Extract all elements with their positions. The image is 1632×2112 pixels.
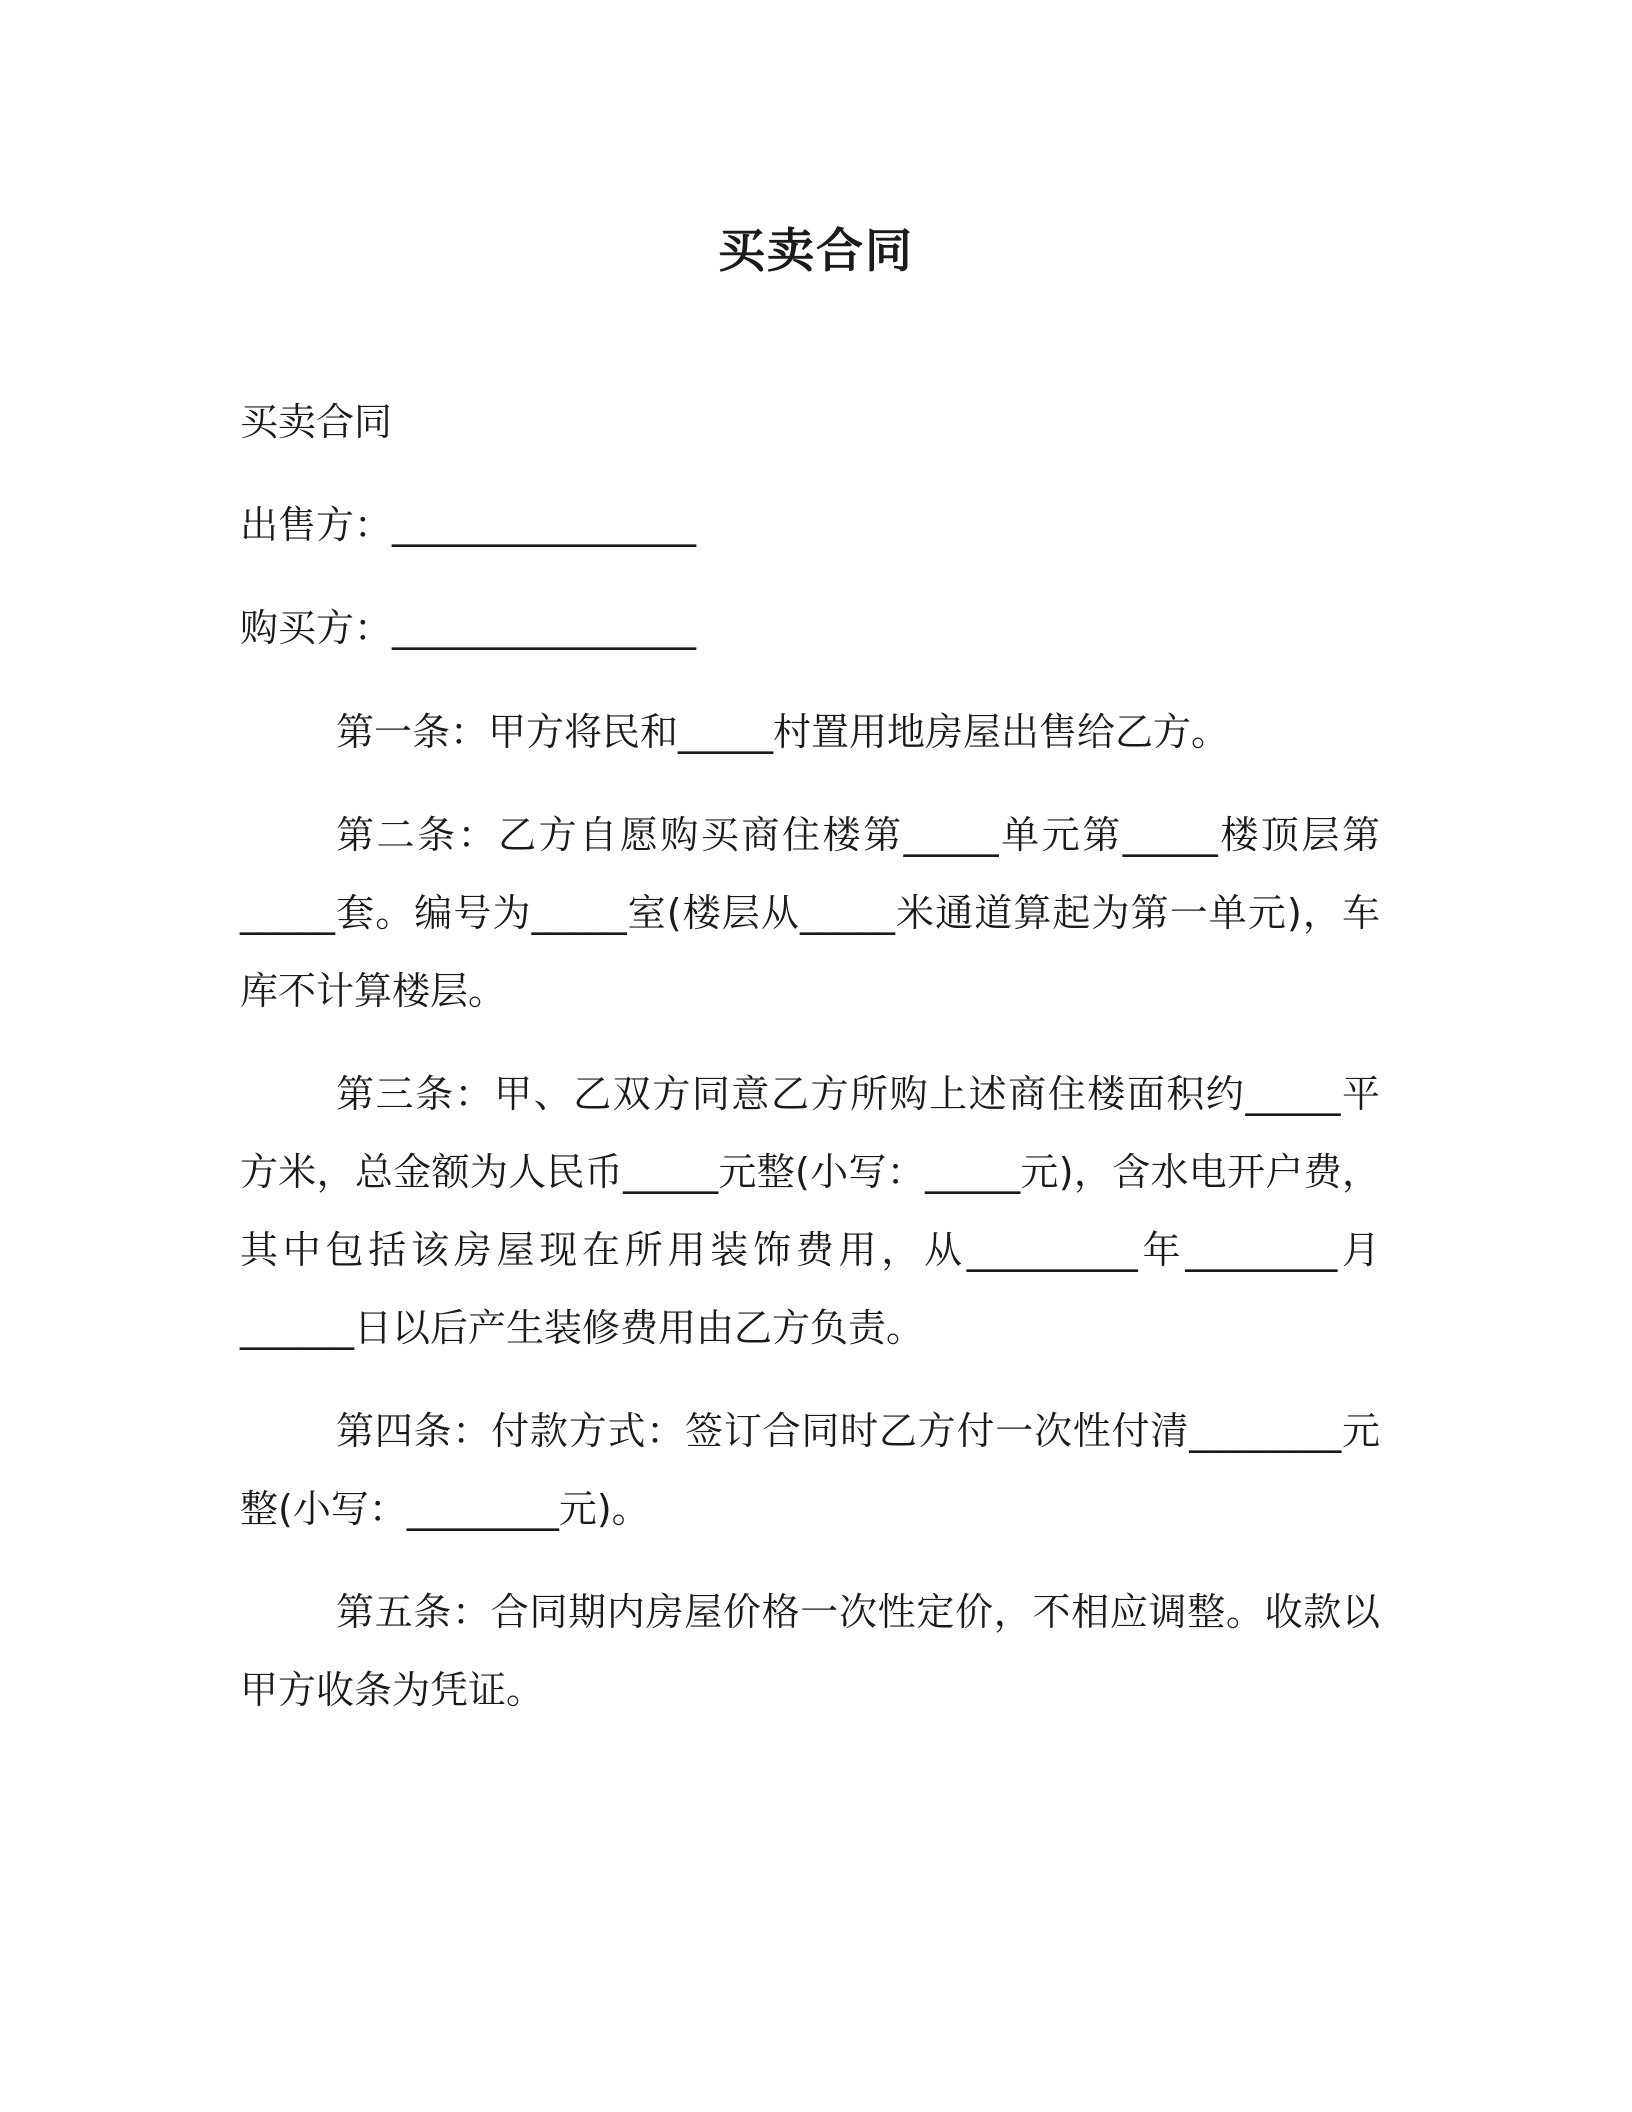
clause-5: 第五条：合同期内房屋价格一次性定价，不相应调整。收款以甲方收条为凭证。 <box>240 1590 1380 1712</box>
seller-line: 出售方：________________ <box>240 503 697 547</box>
document-title: 买卖合同 <box>718 224 914 279</box>
buyer-line: 购买方：________________ <box>240 606 697 650</box>
clause-1: 第一条：甲方将民和_____村置用地房屋出售给乙方。 <box>336 710 1230 754</box>
document-subtitle: 买卖合同 <box>240 400 393 444</box>
clause-3: 第三条：甲、乙双方同意乙方所购上述商住楼面积约_____平方米，总金额为人民币_____元整(小写：_____元)，含水电开户费，其中包括该房屋现在所用装饰费用，从_________年________月______日以后产生装修费用由乙方负责。 <box>240 1072 1380 1350</box>
clause-4: 第四条：付款方式：签订合同时乙方付一次性付清________元整(小写：________元)。 <box>240 1409 1380 1531</box>
clause-2: 第二条：乙方自愿购买商住楼第_____单元第_____楼顶层第_____套。编号为_____室(楼层从_____米通道算起为第一单元)，车库不计算楼层。 <box>240 813 1380 1013</box>
